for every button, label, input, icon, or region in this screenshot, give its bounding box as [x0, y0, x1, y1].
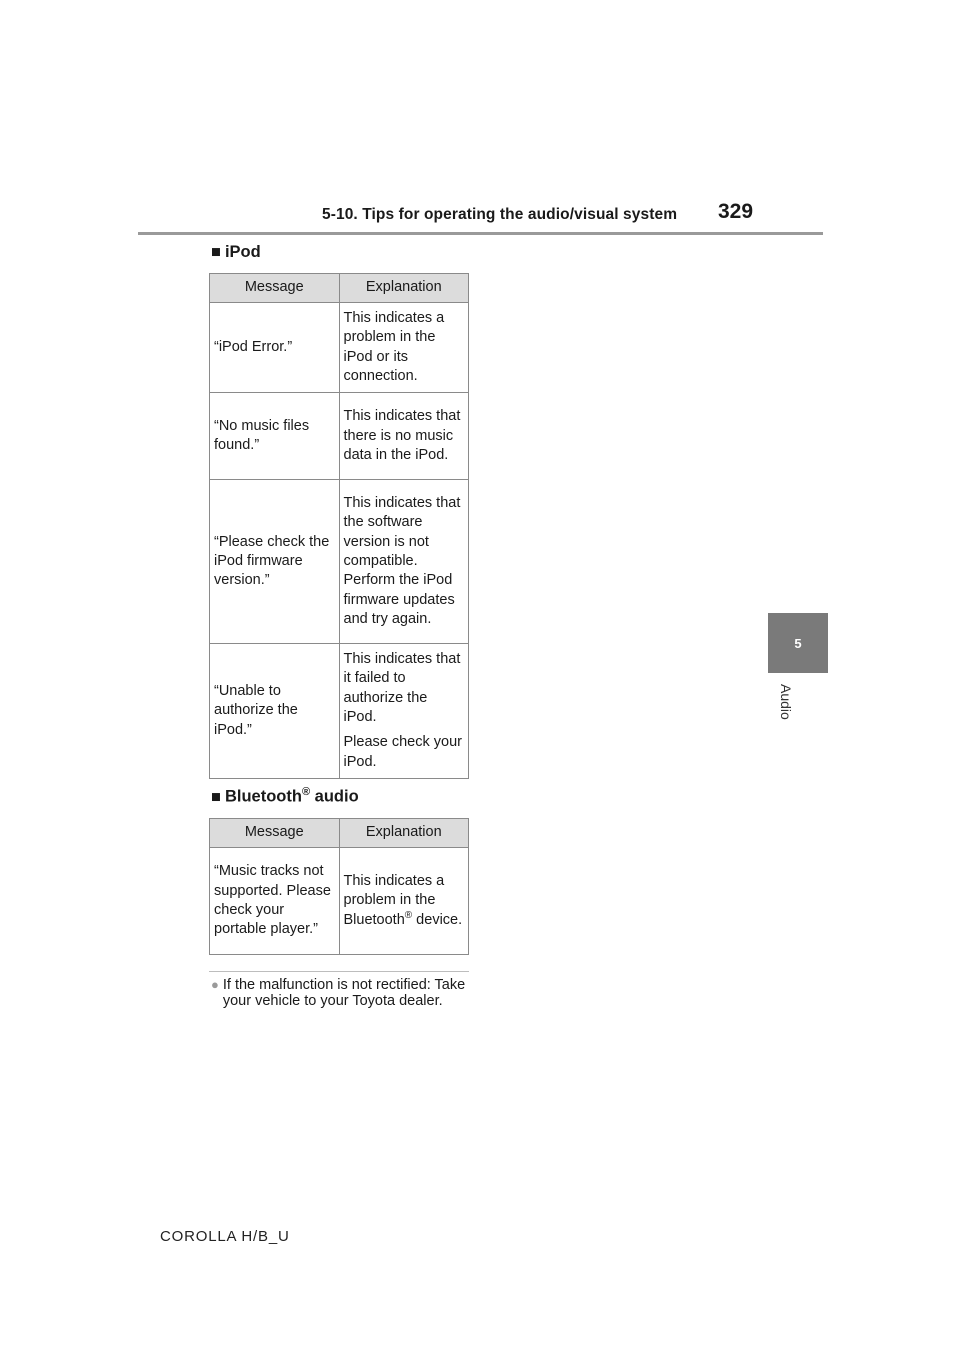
table-header-row — [210, 819, 469, 848]
table-row — [210, 480, 469, 644]
registered-mark: ® — [301, 786, 311, 798]
column-header-message: Message — [210, 274, 340, 303]
column-header-explanation: Explanation — [339, 274, 469, 303]
explanation-cell — [339, 480, 469, 644]
explanation-text: This indicates that it failed to authorize the iPod. — [343, 651, 461, 726]
table-row — [210, 303, 469, 393]
circle-bullet-icon: ● — [211, 977, 219, 992]
section-title: 5-10. Tips for operating the audio/visual system — [322, 206, 678, 223]
chapter-tab — [768, 613, 828, 673]
message-cell: “Please check the iPod firmware version.” — [210, 480, 340, 644]
bluetooth-heading-suffix: audio — [310, 787, 359, 806]
message-cell: “iPod Error.” — [210, 303, 340, 393]
table-row — [210, 393, 469, 480]
table-row — [210, 848, 469, 955]
page-number: 329 — [718, 200, 754, 223]
explanation-text-suffix: device. — [412, 911, 463, 928]
explanation-cell — [339, 393, 469, 480]
bluetooth-message-table — [209, 818, 469, 955]
bluetooth-heading — [211, 786, 359, 807]
message-cell: “Music tracks not supported. Please check your portable player.” — [210, 848, 340, 955]
registered-mark: ® — [404, 909, 413, 921]
square-bullet-icon: ■ — [211, 787, 221, 806]
explanation-text: This indicates that the software version is not compatible. Perform the iPod firmware updates and try again. — [343, 495, 461, 627]
square-bullet-icon: ■ — [211, 243, 221, 261]
explanation-cell — [339, 644, 469, 779]
table-row — [210, 644, 469, 779]
ipod-heading-text: iPod — [224, 243, 261, 261]
explanation-text: This indicates that there is no music data in the iPod. — [343, 408, 461, 463]
explanation-text: This indicates a problem in the Bluetooth — [343, 873, 445, 928]
explanation-text: Please check your iPod. — [343, 734, 462, 770]
column-header-explanation: Explanation — [339, 819, 469, 848]
note-divider — [209, 971, 469, 972]
chapter-label: Audio — [778, 684, 794, 720]
bluetooth-heading-text: Bluetooth — [224, 787, 302, 806]
footer-model: COROLLA H/B_U — [160, 1228, 290, 1245]
message-cell: “Unable to authorize the iPod.” — [210, 644, 340, 779]
column-header-message: Message — [210, 819, 340, 848]
chapter-number: 5 — [794, 635, 802, 651]
header-rule — [138, 232, 823, 235]
note-text: If the malfunction is not rectified: Take your vehicle to your Toyota dealer. — [222, 977, 466, 1009]
note — [211, 977, 473, 1009]
table-header-row — [210, 274, 469, 303]
ipod-message-table — [209, 273, 469, 779]
explanation-cell — [339, 303, 469, 393]
ipod-heading — [211, 243, 261, 262]
explanation-cell — [339, 848, 469, 955]
message-cell: “No music files found.” — [210, 393, 340, 480]
explanation-text: This indicates a problem in the iPod or its connection. — [343, 310, 445, 384]
